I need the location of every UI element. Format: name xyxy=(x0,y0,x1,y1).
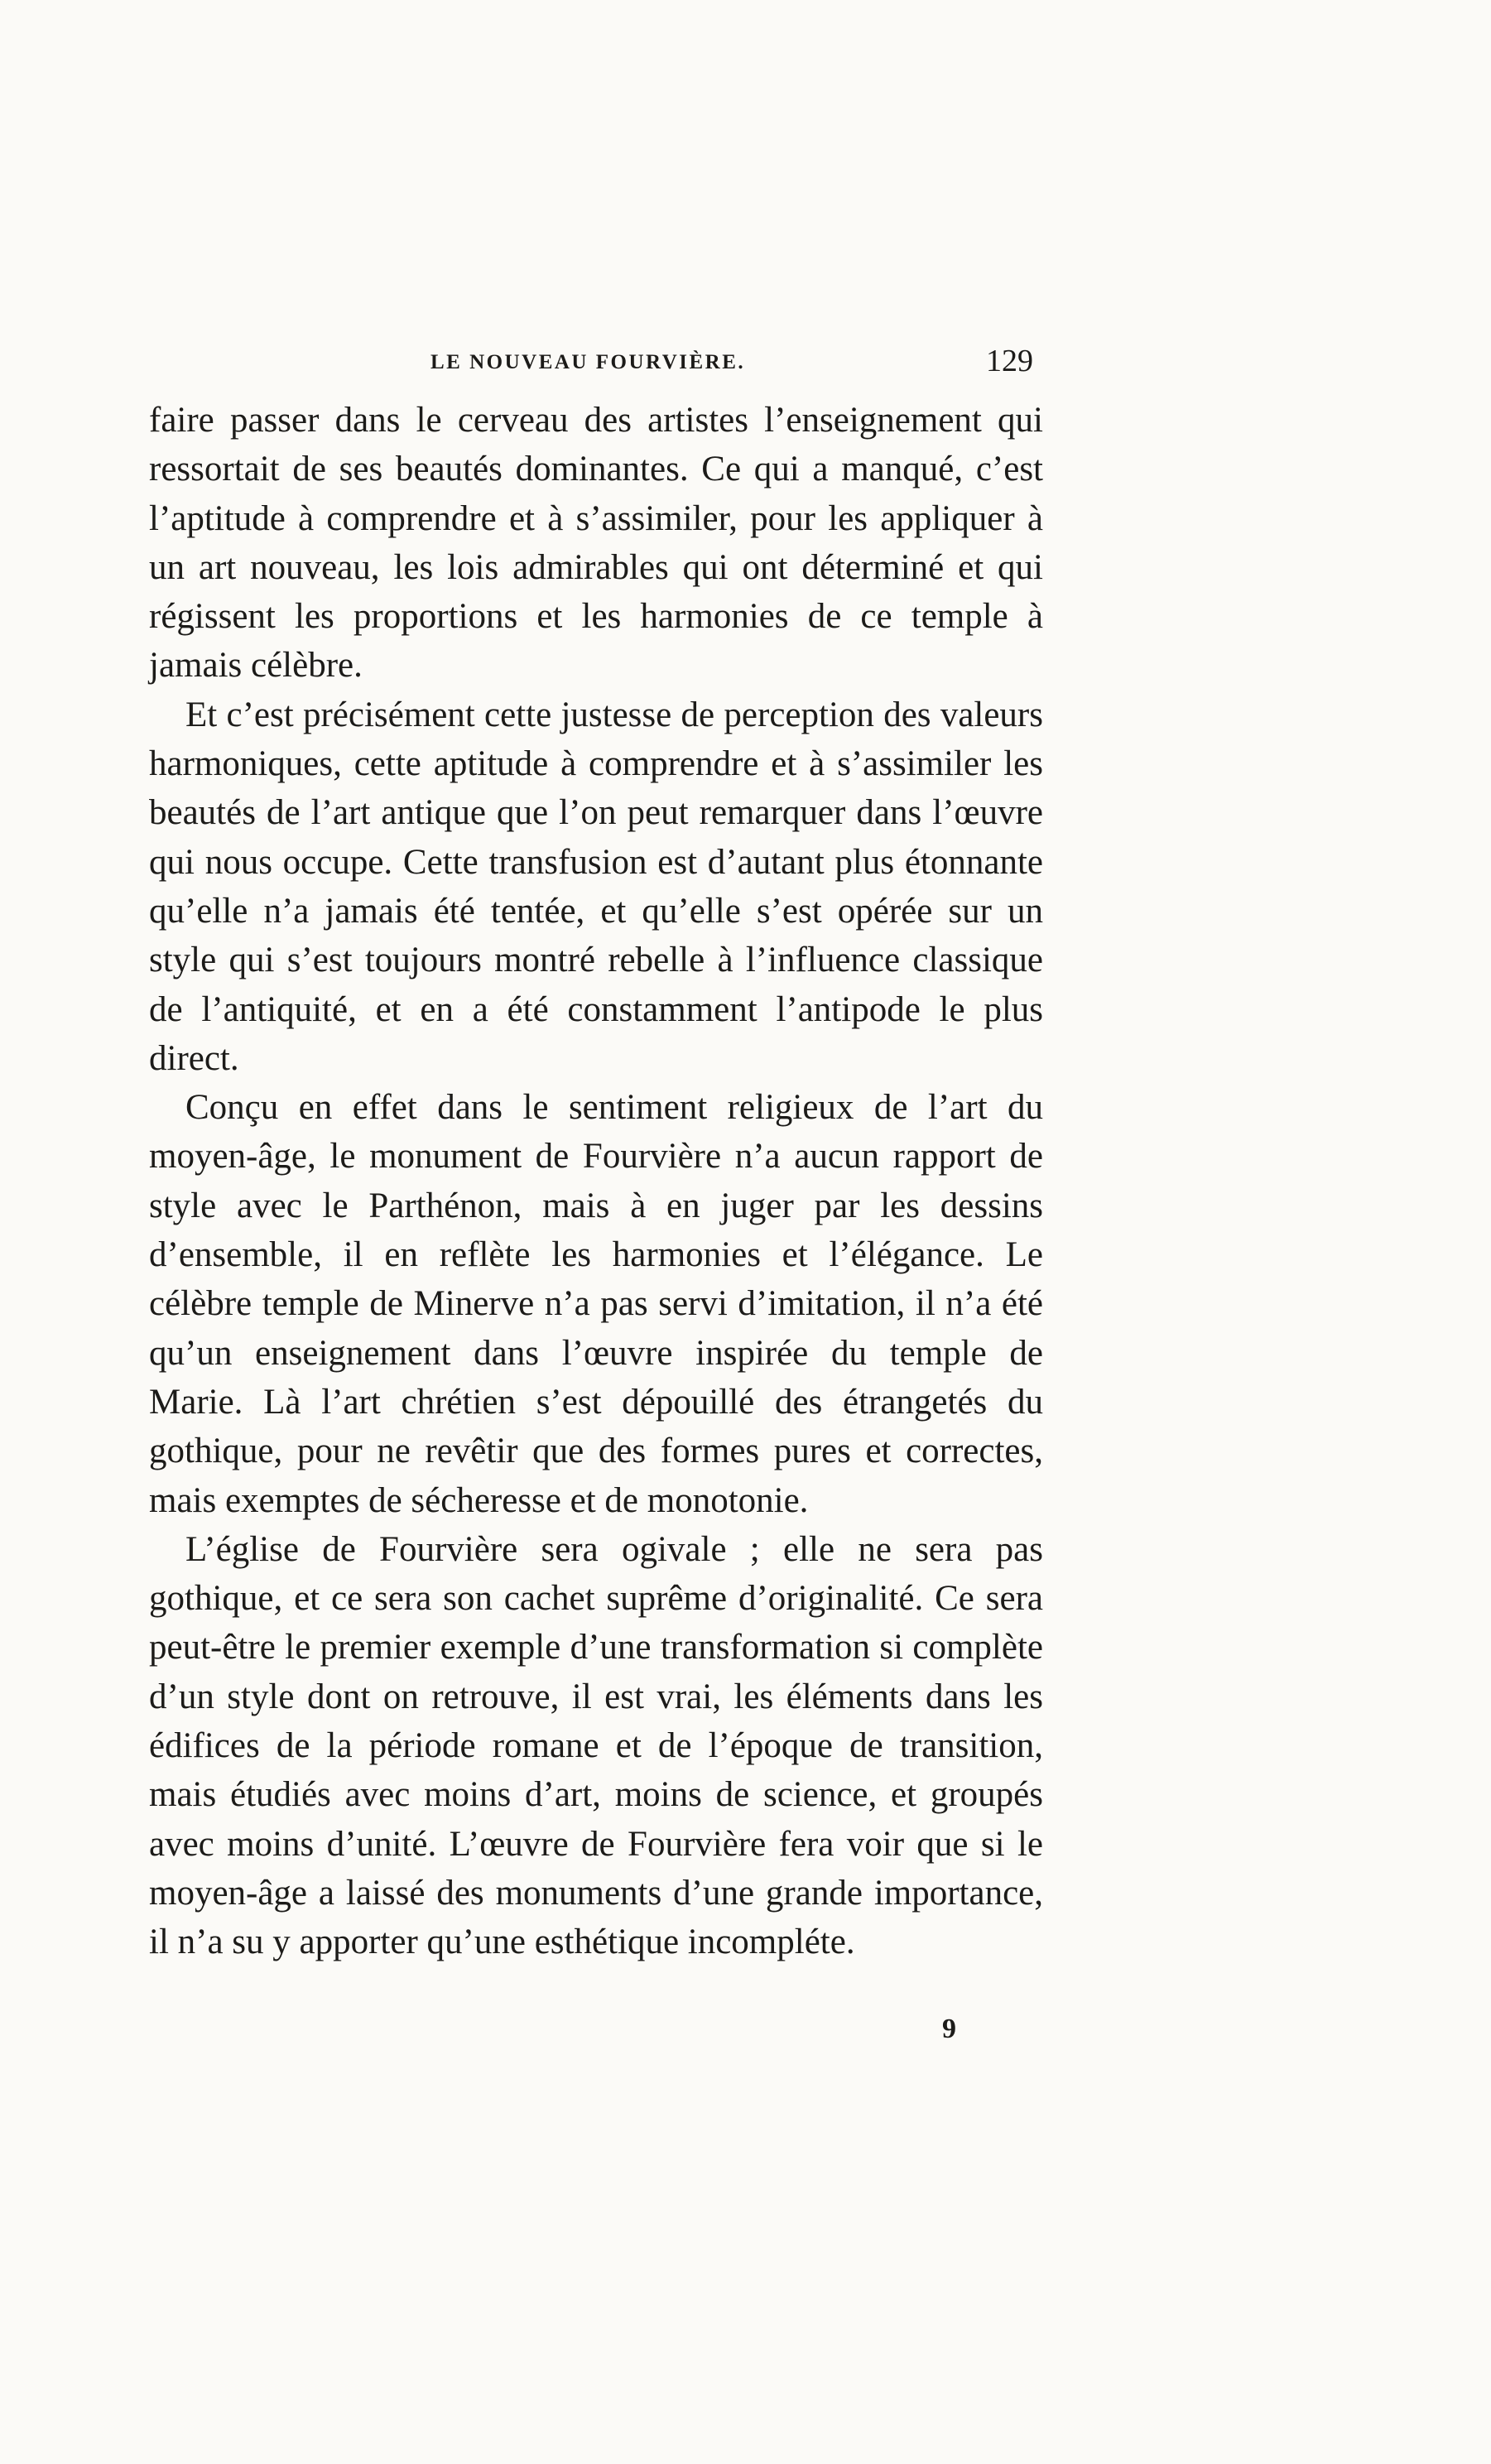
paragraph: L’église de Fourvière sera ogivale ; elle ne sera pas gothique, et ce sera son cachet suprême d’originalité. Ce sera peut-être le premier exemple d’une transformation si complète d’un style dont on retrouve, il est vrai, les éléments dans les édifices de la période romane et de l’époque de transition, mais étudiés avec moins d’art, moins de science, et groupés avec moins d’unité. L’œuvre de Fourvière fera voir que si le moyen-âge a laissé des monuments d’une grande importance, il n’a su y apporter qu’une esthétique incompléte. xyxy=(149,1529,1043,1962)
running-head xyxy=(162,346,1040,387)
page-number: 129 xyxy=(986,344,1033,378)
signature-mark: 9 xyxy=(942,2014,956,2044)
paragraph: Et c’est précisément cette justesse de perception des valeurs harmoniques, cette aptitude à comprendre et à s’assimiler les beautés de l’art antique que l’on peut remarquer dans l’œuvre qui nous occupe. Cette transfusion est d’autant plus étonnante qu’elle n’a jamais été tentée, et qu’elle s’est opérée sur un style qui s’est toujours montré rebelle à l’influence classique de l’antiquité, et en a été constamment l’antipode le plus direct. xyxy=(149,695,1043,1078)
running-title: LE NOUVEAU FOURVIÈRE. xyxy=(430,351,746,373)
paragraph-continued: faire passer dans le cerveau des artistes l’enseignement qui ressortait de ses beautés dominantes. Ce qui a manqué, c’est l’aptitude à comprendre et à s’assimiler, pour les appliquer à un art nouveau, les lois admirables qui ont déterminé et qui régissent les proportions et les harmonies de ce temple à jamais célèbre. xyxy=(149,401,1043,686)
body-text xyxy=(149,396,1043,1967)
paragraph: Conçu en effet dans le sentiment religieux de l’art du moyen-âge, le monument de Fourvière n’a aucun rapport de style avec le Parthénon, mais à en juger par les dessins d’ensemble, il en reflète les harmonies et l’élégance. Le célèbre temple de Minerve n’a pas servi d’imitation, il n’a été qu’un enseignement dans l’œuvre inspirée du temple de Marie. Là l’art chrétien s’est dépouillé des étrangetés du gothique, pour ne revêtir que des formes pures et correctes, mais exemptes de sécheresse et de monotonie. xyxy=(149,1088,1043,1520)
